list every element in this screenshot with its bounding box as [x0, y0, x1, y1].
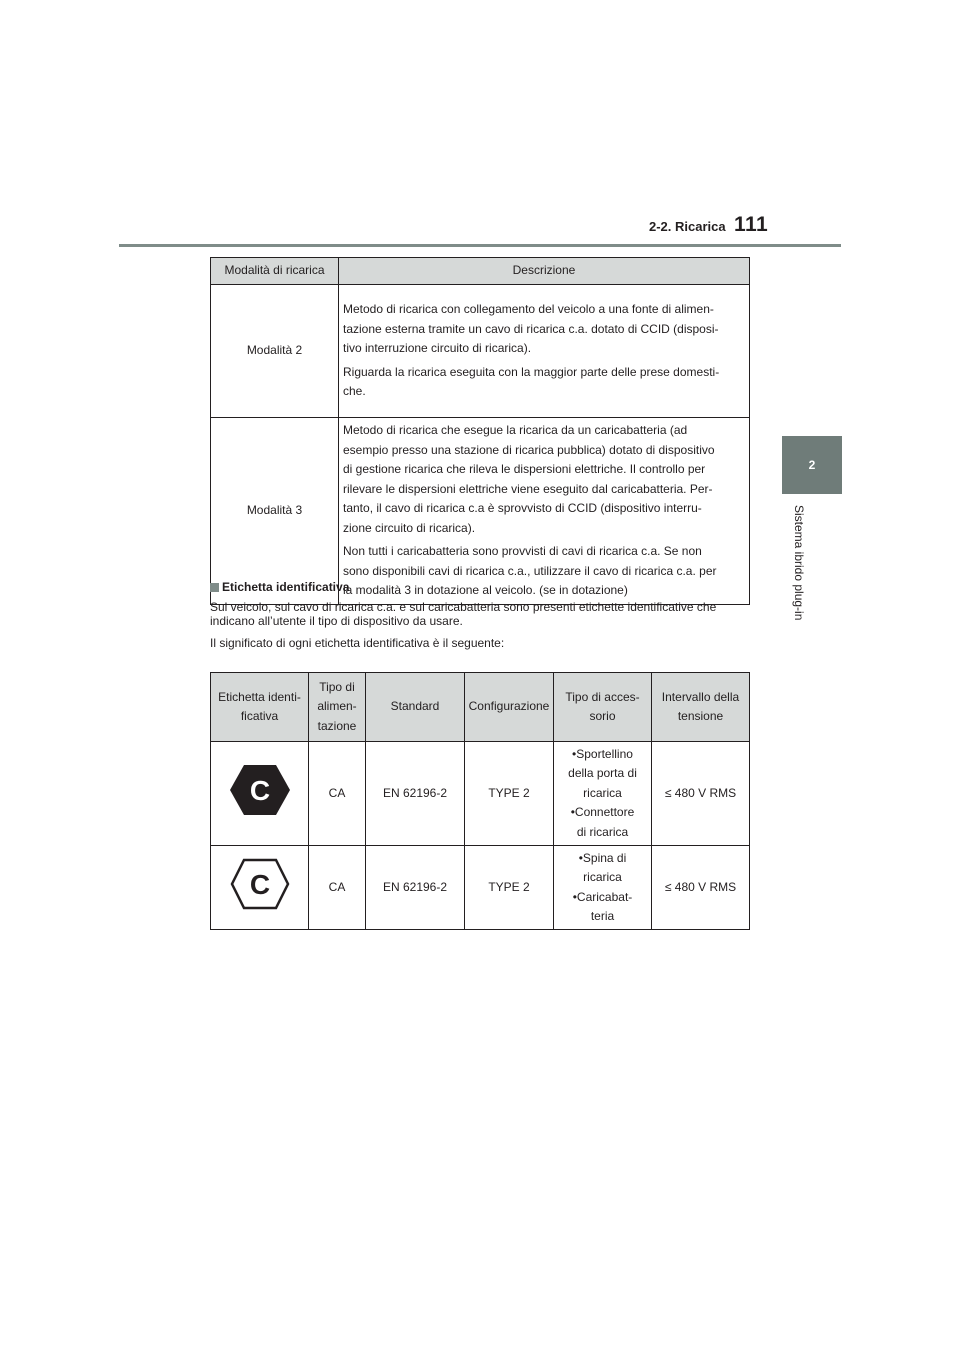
column-header: Tipo di acces- sorio	[554, 673, 652, 742]
standard-cell: EN 62196-2	[366, 846, 465, 930]
mode-cell: Modalità 2	[211, 285, 339, 418]
description-cell	[339, 285, 750, 418]
table-row	[211, 846, 750, 930]
description-paragraph: Metodo di ricarica che esegue la ricarica da un caricabatteria (ad esempio presso una stazione di ricarica pubblica) dotato di dispositivo di gestione ricarica che rileva le dispersioni elettriche. Il controllo per rilevare le dispersioni elettriche viene eseguito dal caricabatteria. Per- tanto, il cavo di ricarica c.a è sprovvisto di CCID (dispositivo interru- zione circuito di ricarica).	[343, 423, 715, 535]
accessory-item: •Connettore di ricarica	[570, 805, 635, 839]
mode-cell: Modalità 3	[211, 418, 339, 605]
square-bullet-icon	[210, 583, 219, 592]
column-header: Modalità di ricarica	[211, 258, 339, 285]
description-paragraph: Riguarda la ricarica eseguita con la maggior parte delle prese domesti- che.	[343, 364, 720, 399]
header-rule	[119, 244, 841, 247]
body-paragraph: Il significato di ogni etichetta identificativa è il seguente:	[210, 636, 505, 650]
svg-text:C: C	[249, 775, 270, 807]
column-header: Intervallo della tensione	[652, 673, 750, 742]
supply-cell: CA	[309, 742, 366, 846]
column-header: Configurazione	[465, 673, 554, 742]
hexagon-c-filled-icon	[229, 763, 291, 817]
table-row	[211, 285, 750, 418]
voltage-cell: ≤ 480 V RMS	[652, 846, 750, 930]
column-header: Etichetta identi- ficativa	[211, 673, 309, 742]
chapter-label: Sistema ibrido plug-in	[792, 505, 806, 621]
subsection-title: Etichetta identificativa	[222, 580, 350, 594]
section-title: 2-2. Ricarica	[649, 219, 726, 234]
column-header: Standard	[366, 673, 465, 742]
description-paragraph: Metodo di ricarica con collegamento del veicolo a una fonte di alimen- tazione esterna tramite un cavo di ricarica c.a. dotato di CCID (disposi- tivo interruzione circuito di ricarica).	[343, 302, 719, 356]
label-cell	[211, 846, 309, 930]
table-header-row	[211, 258, 750, 285]
supply-cell: CA	[309, 846, 366, 930]
column-header: Descrizione	[339, 258, 750, 285]
hexagon-c-outline-icon	[229, 857, 291, 911]
chapter-tab	[782, 436, 842, 494]
table-row	[211, 418, 750, 605]
chapter-number: 2	[808, 458, 816, 472]
table-header-row	[211, 673, 750, 742]
accessory-cell	[554, 846, 652, 930]
page-number: 111	[734, 213, 769, 236]
body-paragraph: Sul veicolo, sul cavo di ricarica c.a. e sul caricabatteria sono presenti etichette identificative che indicano all’utente il tipo di dispositivo da usare.	[210, 600, 717, 628]
accessory-item: •Spina di ricarica	[578, 850, 627, 884]
standard-cell: EN 62196-2	[366, 742, 465, 846]
description-paragraph: Non tutti i caricabatteria sono provvisti di cavi di ricarica c.a. Se non sono disponibili cavi di ricarica c.a., utilizzare il cavo di ricarica c.a. per la modalità 3 in dotazione al veicolo. (se in dotazione)	[343, 544, 717, 597]
accessory-item: •Caricabat- teria	[572, 889, 633, 923]
description-cell	[339, 418, 750, 605]
charging-modes-table	[210, 257, 750, 605]
identification-labels-table	[210, 672, 750, 930]
subsection-heading	[210, 580, 349, 594]
config-cell: TYPE 2	[465, 846, 554, 930]
config-cell: TYPE 2	[465, 742, 554, 846]
accessory-item: •Sportellino della porta di ricarica	[568, 746, 637, 800]
column-header: Tipo di alimen- tazione	[309, 673, 366, 742]
table-row	[211, 742, 750, 846]
accessory-cell	[554, 742, 652, 846]
voltage-cell: ≤ 480 V RMS	[652, 742, 750, 846]
svg-text:C: C	[249, 869, 270, 901]
label-cell	[211, 742, 309, 846]
